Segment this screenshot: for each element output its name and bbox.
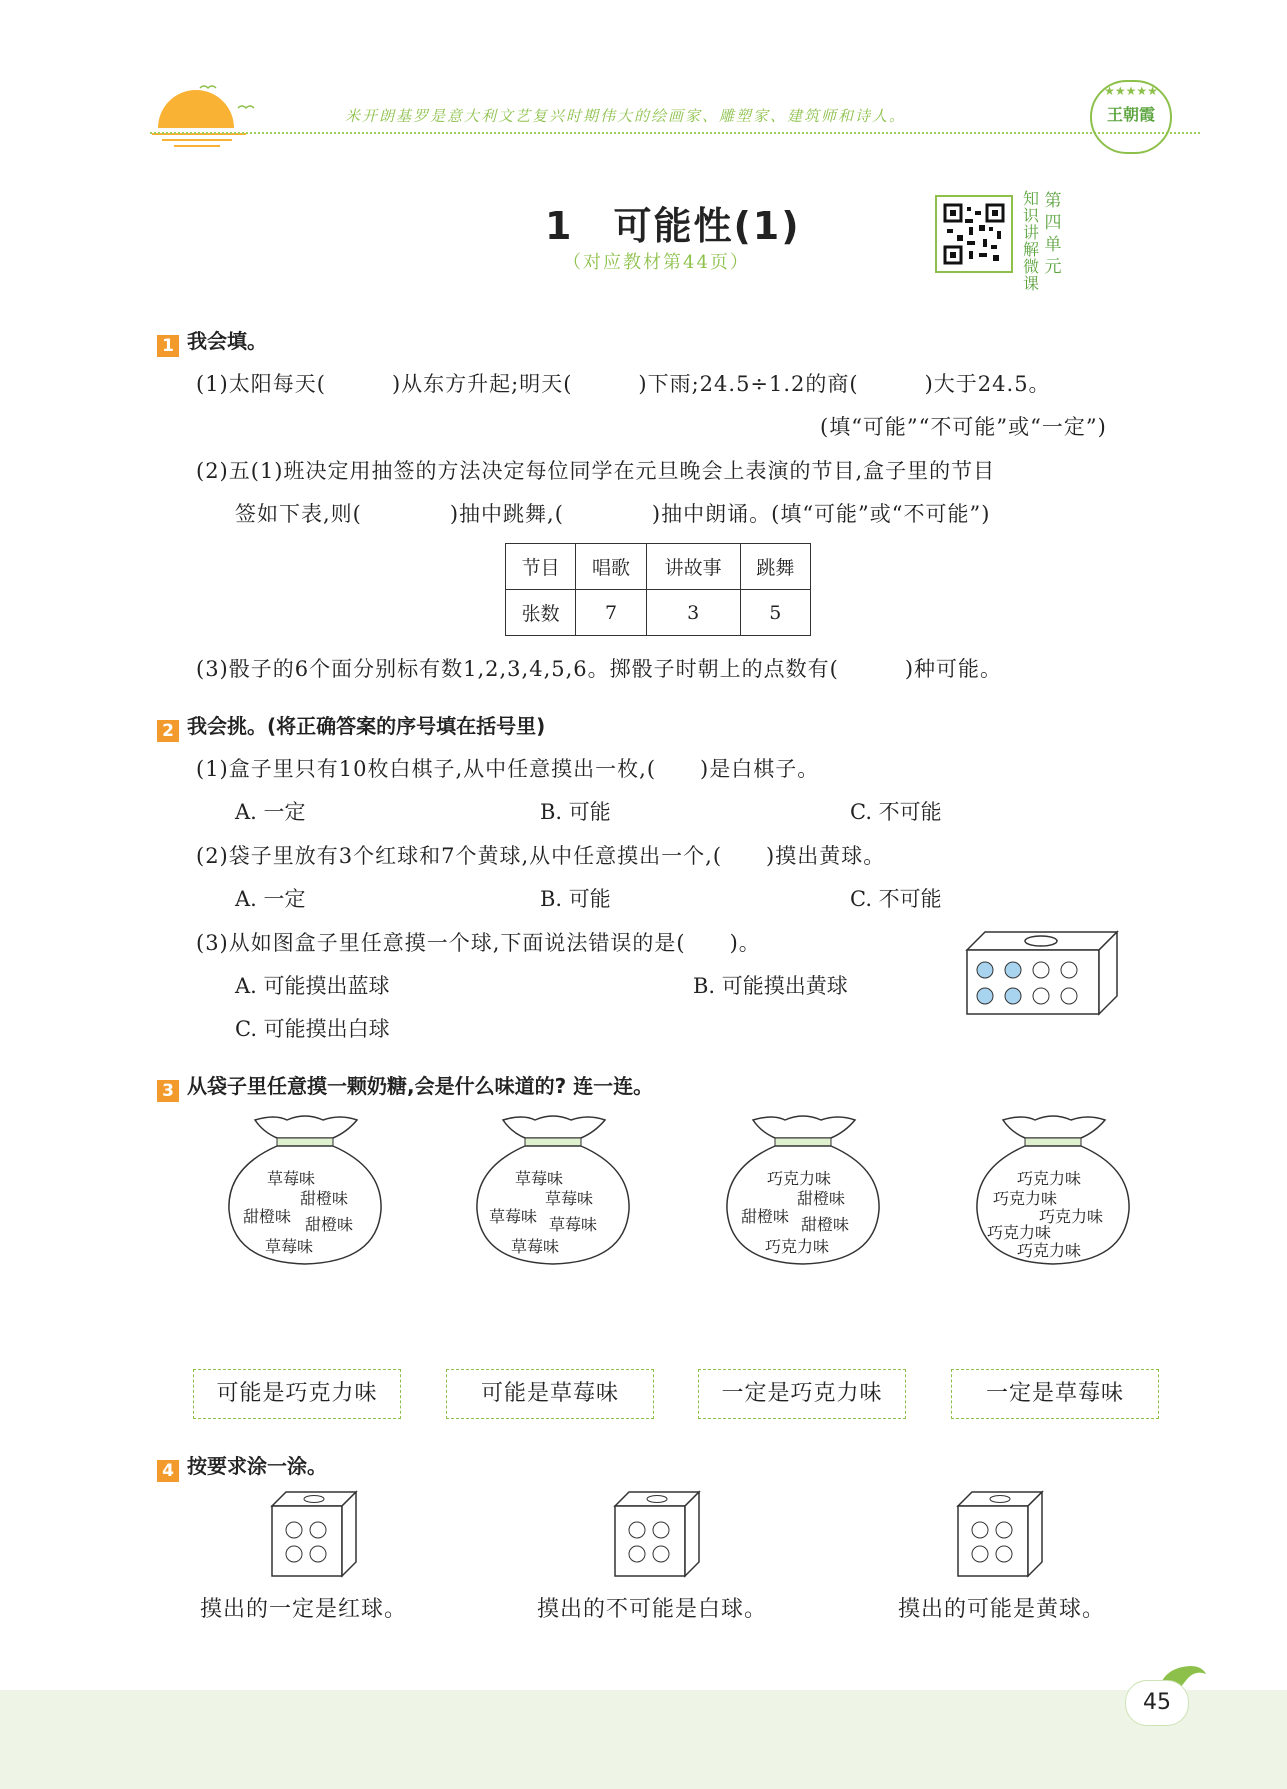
q4-number: 4 xyxy=(157,1460,179,1482)
candy-bag-4 xyxy=(973,1110,1133,1270)
table-cell: 张数 xyxy=(506,590,576,636)
flavor-label: 巧克力味 xyxy=(1017,1169,1082,1188)
qr-pattern xyxy=(943,203,1005,265)
flavor-label: 甜橙味 xyxy=(801,1215,850,1234)
q1-heading-text: 我会填。 xyxy=(187,329,267,353)
flavor-label: 草莓味 xyxy=(511,1237,560,1256)
q2-sub2-option-a: A. 一定 xyxy=(235,887,306,911)
candy-bag-3 xyxy=(723,1110,883,1270)
page-number xyxy=(1125,1680,1189,1726)
q1-part1-note: (填“可能”“不可能”或“一定”) xyxy=(820,415,1107,439)
q1-number: 1 xyxy=(157,335,179,357)
table-cell: 跳舞 xyxy=(740,544,810,590)
q1-part2-line1: (2)五(1)班决定用抽签的方法决定每位同学在元旦晚会上表演的节目,盒子里的节目 xyxy=(196,459,996,483)
q2-sub3-option-c: C. 可能摸出白球 xyxy=(235,1017,390,1041)
sun-logo xyxy=(150,78,260,150)
q2-sub1-option-c: C. 不可能 xyxy=(850,800,942,824)
page-title: 1 可能性(1) xyxy=(545,204,801,248)
q2-heading-text: 我会挑。(将正确答案的序号填在括号里) xyxy=(187,714,546,738)
brand-logo: ★★★★★ 王朝霞 xyxy=(1090,80,1172,154)
q4-label-3: 摸出的可能是黄球。 xyxy=(898,1597,1106,1622)
q2-sub1-option-b: B. 可能 xyxy=(540,800,611,824)
table-cell: 5 xyxy=(740,590,810,636)
q1-part1: (1)太阳每天( )从东方升起;明天( )下雨;24.5÷1.2的商( )大于24.5。 xyxy=(196,372,1051,396)
flavor-label: 甜橙味 xyxy=(300,1189,349,1208)
flavor-label: 甜橙味 xyxy=(305,1215,354,1234)
qr-code[interactable] xyxy=(935,195,1013,273)
flavor-label: 巧克力味 xyxy=(987,1223,1052,1242)
ball-box-illustration xyxy=(965,928,1120,1018)
q2-number: 2 xyxy=(157,720,179,742)
page-number-text: 45 xyxy=(1143,1690,1171,1715)
candy-bag-2 xyxy=(473,1110,633,1270)
flavor-label: 甜橙味 xyxy=(741,1207,790,1226)
table-cell: 讲故事 xyxy=(646,544,740,590)
q4-heading xyxy=(157,1450,327,1482)
q1-part3: (3)骰子的6个面分别标有数1,2,3,4,5,6。掷骰子时朝上的点数有( )种可能。 xyxy=(196,657,1003,681)
brand-logo-text: 王朝霞 xyxy=(1106,105,1155,124)
table-cell: 3 xyxy=(646,590,740,636)
page-subtitle: （对应教材第44页） xyxy=(563,252,750,273)
flavor-label: 巧克力味 xyxy=(1039,1207,1104,1226)
table-cell: 节目 xyxy=(506,544,576,590)
ball-box-3[interactable] xyxy=(956,1490,1046,1578)
flavor-label: 巧克力味 xyxy=(767,1169,832,1188)
table-row xyxy=(506,544,811,590)
flavor-label: 草莓味 xyxy=(489,1207,538,1226)
q2-sub2-option-b: B. 可能 xyxy=(540,887,611,911)
q2-sub1-option-a: A. 一定 xyxy=(235,800,306,824)
answer-box-1[interactable]: 可能是巧克力味 xyxy=(193,1369,401,1419)
header-divider xyxy=(150,132,1200,134)
q4-heading-text: 按要求涂一涂。 xyxy=(187,1454,327,1478)
table-row xyxy=(506,590,811,636)
flavor-label: 草莓味 xyxy=(549,1215,598,1234)
answer-box-4[interactable]: 一定是草莓味 xyxy=(951,1369,1159,1419)
qr-label-micro-lesson: 知识讲解微课 xyxy=(1022,189,1039,293)
q3-number: 3 xyxy=(157,1080,179,1102)
q2-sub2: (2)袋子里放有3个红球和7个黄球,从中任意摸出一个,( )摸出黄球。 xyxy=(196,844,886,868)
q1-part2-line2: 签如下表,则( )抽中跳舞,( )抽中朗诵。(填“可能”或“不可能”) xyxy=(235,502,991,526)
candy-bag-1 xyxy=(225,1110,385,1270)
flavor-label: 甜橙味 xyxy=(797,1189,846,1208)
q4-label-1: 摸出的一定是红球。 xyxy=(200,1597,408,1622)
q2-sub3-option-b: B. 可能摸出黄球 xyxy=(693,974,848,998)
footer-band xyxy=(0,1690,1287,1789)
ball-box-2[interactable] xyxy=(613,1490,703,1578)
flavor-label: 巧克力味 xyxy=(765,1237,830,1256)
q4-label-2: 摸出的不可能是白球。 xyxy=(537,1597,768,1622)
q2-sub1: (1)盒子里只有10枚白棋子,从中任意摸出一枚,( )是白棋子。 xyxy=(196,757,820,781)
q2-sub2-option-c: C. 不可能 xyxy=(850,887,942,911)
q2-heading xyxy=(157,710,545,742)
table-cell: 7 xyxy=(576,590,646,636)
flavor-label: 草莓味 xyxy=(515,1169,564,1188)
qr-label-unit: 第四单元 xyxy=(1044,191,1062,277)
table-cell: 唱歌 xyxy=(576,544,646,590)
q3-heading-text: 从袋子里任意摸一颗奶糖,会是什么味道的? 连一连。 xyxy=(187,1074,654,1098)
q3-heading xyxy=(157,1070,653,1102)
program-table xyxy=(505,543,811,636)
flavor-label: 草莓味 xyxy=(267,1169,316,1188)
q1-heading xyxy=(157,325,267,357)
flavor-label: 巧克力味 xyxy=(993,1189,1058,1208)
flavor-label: 草莓味 xyxy=(545,1189,594,1208)
flavor-label: 巧克力味 xyxy=(1017,1241,1082,1260)
answer-box-2[interactable]: 可能是草莓味 xyxy=(446,1369,654,1419)
q2-sub3-option-a: A. 可能摸出蓝球 xyxy=(235,974,390,998)
flavor-label: 草莓味 xyxy=(265,1237,314,1256)
flavor-label: 甜橙味 xyxy=(243,1207,292,1226)
ball-box-1[interactable] xyxy=(270,1490,360,1578)
answer-box-3[interactable]: 一定是巧克力味 xyxy=(698,1369,906,1419)
q2-sub3: (3)从如图盒子里任意摸一个球,下面说法错误的是( )。 xyxy=(196,931,761,955)
header-quote: 米开朗基罗是意大利文艺复兴时期伟大的绘画家、雕塑家、建筑师和诗人。 xyxy=(345,107,907,125)
